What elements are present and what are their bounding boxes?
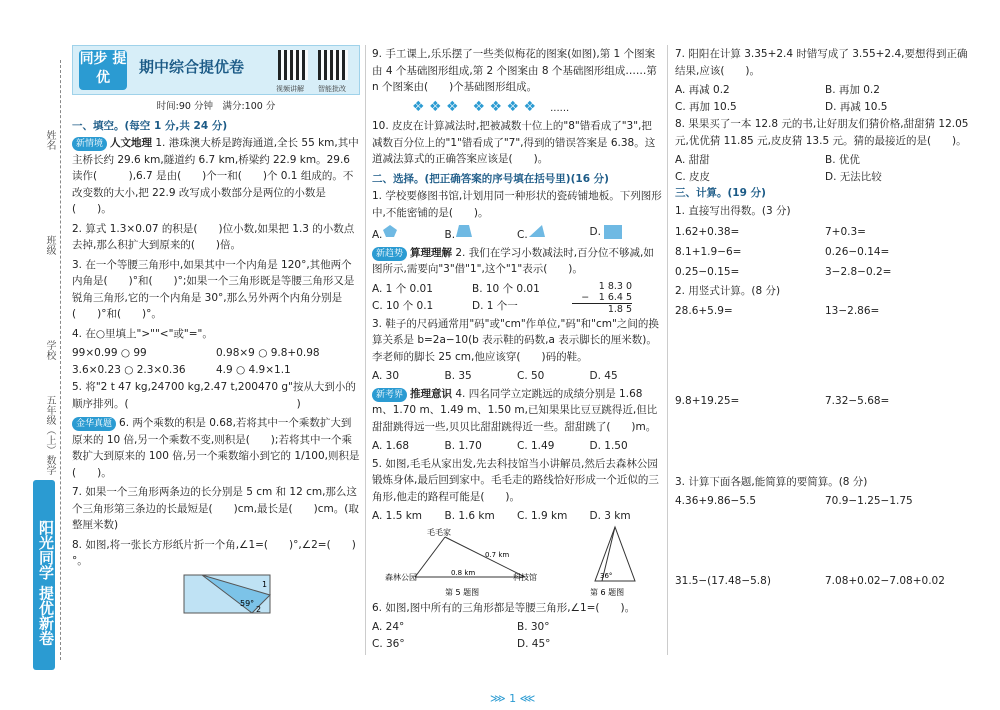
choice-3-options — [372, 368, 662, 385]
option-b[interactable]: B. 优优 — [825, 154, 860, 166]
calc-2-title: 2. 用竖式计算。(8 分) — [675, 285, 781, 297]
choice-4-options — [372, 438, 662, 455]
fold-angle-label: 59° — [240, 598, 255, 608]
section-2-title: 二、选择。(把正确答案的序号填在括号里)(16 分) — [372, 172, 609, 185]
calc-item[interactable]: 0.26−0.14= — [825, 246, 890, 258]
question-5: 5. 将"2 t 47 kg,24700 kg,2.47 t,200470 g"按从大到小的顺序排列。( ) — [72, 381, 356, 410]
option-a[interactable]: A. — [372, 224, 445, 244]
choice-7: 7. 阳阳在计算 3.35+2.4 时错写成了 3.55+2.4,要想得到正确结果,应该( )。 — [675, 48, 968, 77]
calc-1-title: 1. 直接写出得数。(3 分) — [675, 204, 791, 217]
choice-2-options — [372, 281, 572, 315]
badge: 金华真题 — [72, 417, 116, 431]
calc-item[interactable]: 4.36+9.86−5.5 — [675, 495, 757, 507]
option-b[interactable]: B. 10 个 0.01 — [472, 282, 540, 295]
calc-item[interactable]: 0.25−0.15= — [675, 266, 740, 278]
choice-8: 8. 果果买了一本 12.8 元的书,让好朋友们猜价格,甜甜猜 12.05 元,优优猜 11.85 元,皮皮猜 13.5 元。猜的最接近的是( )。 — [675, 118, 969, 147]
vertical-calc-row — [675, 303, 975, 393]
column-1 — [72, 45, 360, 620]
svg-text:第 5 题图: 第 5 题图 — [444, 587, 479, 597]
school-label: 学校 — [44, 340, 55, 360]
option-c[interactable]: C. 10 个 0.1 — [372, 299, 434, 312]
option-d[interactable]: D. 1 个一 — [472, 299, 518, 312]
option-d[interactable]: D. 3 km — [589, 510, 631, 522]
calc-item[interactable]: 7.08+0.02−7.08+0.02 — [825, 575, 945, 587]
question-9: 9. 手工课上,乐乐摆了一些类似梅花的图案(如图),第 1 个图案由 4 个基础图形组成,第 2 个图案由 8 个基础图形组成……第 n 个图案由( )个基础图形组成。 — [372, 48, 657, 93]
svg-text:毛毛家: 毛毛家 — [426, 527, 451, 537]
calc-item[interactable]: 7+0.3= — [825, 226, 866, 238]
svg-text:0.8 km: 0.8 km — [450, 568, 475, 577]
svg-text:36°: 36° — [599, 571, 612, 580]
option-d[interactable]: D. 再减 10.5 — [825, 100, 888, 113]
option-a[interactable]: A. 再减 0.2 — [675, 84, 730, 96]
option-b[interactable]: B. 1.6 km — [444, 510, 495, 522]
option-c[interactable]: C. — [517, 224, 590, 244]
option-b[interactable]: B. 1.70 — [444, 440, 482, 452]
section-1-title: 一、填空。(每空 1 分,共 24 分) — [72, 119, 228, 132]
question-6: 金华真题 6. 两个乘数的积是 0.68,若将其中一个乘数扩大到原来的 10 倍,另一个乘数不变,则积是( );若将其中一个乘数扩大到原来的 100 倍,另一个乘数缩小到它的 1/100,则积是( )。 — [72, 417, 360, 479]
route-figure — [385, 525, 555, 599]
choice-2-body — [372, 281, 662, 315]
grade-label: 五年级（上） — [44, 395, 55, 455]
choice-2: 新趋势 算理理解 2. 我们在学习小数减法时,百分位不够减,如图所示,需要向"3"借"1",这个"1"表示( )。 — [372, 246, 654, 275]
option-a[interactable]: A. 1.68 — [372, 440, 410, 452]
badge: 新考界 — [372, 388, 407, 402]
simplify-row — [675, 573, 975, 590]
option-b[interactable]: B. 再加 0.2 — [825, 84, 880, 96]
question-7: 7. 如果一个三角形两条边的长分别是 5 cm 和 12 cm,那么这个三角形第三条边的长最短是( )cm,最长是( )cm。(取整厘米数) — [72, 486, 359, 531]
calc-item[interactable]: 7.32−5.68= — [825, 394, 890, 407]
option-a[interactable]: A. 30 — [372, 370, 400, 382]
qr-grade-label: 智能批改 — [318, 85, 346, 93]
badge: 新情境 — [72, 137, 107, 151]
choice-3: 3. 鞋子的尺码通常用"码"或"cm"作单位,"码"和"cm"之间的换算关系是 b=2a−10(b 表示鞋的码数,a 表示脚长的厘米数)。李老师的脚长 25 cm,他应该穿( )码的鞋。 — [372, 317, 659, 363]
option-d[interactable]: D. 45 — [589, 370, 618, 382]
option-c[interactable]: C. 1.49 — [517, 440, 555, 452]
sync-tag: 同步 提优 — [79, 50, 127, 90]
calc-item[interactable]: 9.8+19.25= — [675, 394, 740, 407]
choice-6-options — [372, 619, 662, 652]
option-c[interactable]: C. 50 — [517, 370, 545, 382]
question-8: 8. 如图,将一张长方形纸片折一个角,∠1=( )°,∠2=( )°。 — [72, 538, 356, 567]
cut-line — [60, 60, 61, 660]
name-label: 姓名 — [44, 130, 55, 150]
angle-2-label: 2 — [256, 604, 262, 614]
svg-text:0.7 km: 0.7 km — [484, 550, 509, 559]
column-divider — [365, 45, 366, 655]
choice-4: 新考界 推理意识 4. 四名同学立定跳远的成绩分别是 1.68 m、1.70 m、1.49 m、1.50 m,已知果果比豆豆跳得近,但比甜甜跳得远一些,贝贝比甜甜跳得近一些。甜甜跳了( )m。 — [372, 387, 658, 433]
column-3 — [675, 45, 975, 590]
figures-row — [372, 525, 662, 599]
svg-text:森林公园: 森林公园 — [384, 572, 417, 582]
fold-figure — [182, 573, 272, 615]
pentagon-icon — [382, 224, 398, 238]
calc-item[interactable]: 28.6+5.9= — [675, 304, 733, 317]
choice-6: 6. 如图,图中所有的三角形都是等腰三角形,∠1=( )。 — [372, 601, 636, 614]
flower-pattern: ❖ ❖ ❖ ❖ ❖ ❖ ❖ ...... — [412, 98, 570, 115]
vertical-calc-row — [675, 393, 975, 473]
direct-answers — [675, 222, 975, 282]
option-c[interactable]: C. 1.9 km — [517, 510, 568, 522]
calc-item[interactable]: 1.62+0.38= — [675, 226, 740, 238]
badge: 新趋势 — [372, 247, 407, 261]
choice-8-options — [675, 152, 975, 185]
question-10: 10. 皮皮在计算减法时,把被减数十位上的"8"错看成了"3",把减数百分位上的"1"错看成了"7",得到的错误答案是 6.38。这道减法算式的正确答案应该是( )。 — [372, 120, 656, 165]
calc-item[interactable]: 31.5−(17.48−5.8) — [675, 575, 771, 587]
binding-margin — [0, 0, 62, 710]
qr-code-icon[interactable] — [278, 50, 308, 80]
subject-label: 数学 — [44, 455, 55, 475]
question-3: 3. 在一个等腰三角形中,如果其中一个内角是 120°,其他两个内角是( )°和( )°;如果一个三角形既是等腰三角形又是锐角三角形,它的一个内角是 30°,那么另外两个内角分别是( )°和( )°。 — [72, 258, 355, 320]
option-b[interactable]: B. 30° — [517, 621, 550, 633]
option-c[interactable]: C. 皮皮 — [675, 170, 711, 183]
class-label: 班级 — [44, 235, 55, 255]
triangle-icon — [528, 224, 546, 238]
angle-1-label: 1 — [262, 579, 268, 589]
paper-title: 期中综合提优卷 — [139, 58, 245, 76]
qr-video-label: 视频讲解 — [276, 85, 304, 93]
question-1: 新情境 人文地理 1. 港珠澳大桥是跨海通道,全长 55 km,其中主桥长约 29.6 km,隧道约 6.7 km,桥梁约 22.9 km。29.6 读作( ),6.7 是由( )个一和( )个 0.1 组成的。不改变数的大小,把 22.9 改写成小数部分是两位的小数是( )。 — [72, 137, 359, 215]
triangle-figure — [580, 525, 650, 599]
badge-topic: 人文地理 — [110, 137, 153, 149]
qr-code-icon[interactable] — [318, 50, 348, 80]
calc-item[interactable]: 3−2.8−0.2= — [825, 266, 892, 278]
option-d[interactable]: D. 45° — [517, 637, 551, 650]
column-2 — [372, 45, 662, 652]
paper-header — [72, 45, 360, 95]
svg-text:第 6 题图: 第 6 题图 — [589, 587, 624, 597]
section-3-title: 三、计算。(19 分) — [675, 187, 766, 199]
option-a[interactable]: A. 1 个 0.01 — [372, 282, 433, 295]
option-b[interactable]: B. — [445, 224, 518, 244]
calc-3-title: 3. 计算下面各题,能简算的要简算。(8 分) — [675, 475, 868, 488]
choice-1-options — [372, 224, 662, 244]
brand-strip: 阳光同学 提优新卷 — [33, 480, 55, 670]
simplify-row — [675, 493, 975, 573]
option-d[interactable]: D. — [590, 224, 663, 244]
option-a[interactable]: A. 甜甜 — [675, 154, 710, 166]
option-b[interactable]: B. 35 — [444, 370, 472, 382]
compare-row: 99×0.99 ○ 99 0.98×9 ○ 9.8+0.98 — [72, 347, 320, 359]
option-c[interactable]: C. 36° — [372, 637, 405, 650]
option-a[interactable]: A. 1.5 km — [372, 510, 423, 522]
page-number: ⋙ 1 ⋘ — [490, 692, 536, 705]
square-icon — [604, 225, 622, 239]
option-d[interactable]: D. 1.50 — [589, 440, 628, 452]
choice-1: 1. 学校要修图书馆,计划用同一种形状的瓷砖铺地板。下列图形中,不能密铺的是( )。 — [372, 190, 662, 219]
option-d[interactable]: D. 无法比较 — [825, 170, 882, 183]
calc-item[interactable]: 70.9−1.25−1.75 — [825, 495, 913, 507]
compare-row: 3.6×0.23 ○ 2.3×0.36 4.9 ○ 4.9×1.1 — [72, 363, 291, 376]
calc-item[interactable]: 8.1+1.9−6= — [675, 246, 742, 258]
option-c[interactable]: C. 再加 10.5 — [675, 100, 737, 113]
option-a[interactable]: A. 24° — [372, 621, 405, 633]
choice-5-options — [372, 508, 662, 525]
subtraction-figure: 1 8.3 0 − 1 6.4 5 1.8 5 — [572, 281, 632, 315]
choice-5: 5. 如图,毛毛从家出发,先去科技馆当小讲解员,然后去森林公园锻炼身体,最后回到家中。毛毛走的路线恰好形成一个近似的三角形,他走的路程可能是( )。 — [372, 457, 659, 503]
choice-7-options — [675, 82, 975, 115]
trapezoid-icon — [455, 224, 473, 238]
calc-item[interactable]: 13−2.86= — [825, 304, 880, 317]
exam-meta: 时间:90 分钟 满分:100 分 — [156, 101, 276, 112]
question-4: 4. 在○里填上">""<"或"="。 — [72, 327, 213, 340]
column-divider — [667, 45, 668, 655]
question-2: 2. 算式 1.3×0.07 的积是( )位小数,如果把 1.3 的小数点去掉,那么积扩大到原来的( )倍。 — [72, 222, 355, 251]
svg-text:科技馆: 科技馆 — [512, 572, 537, 582]
